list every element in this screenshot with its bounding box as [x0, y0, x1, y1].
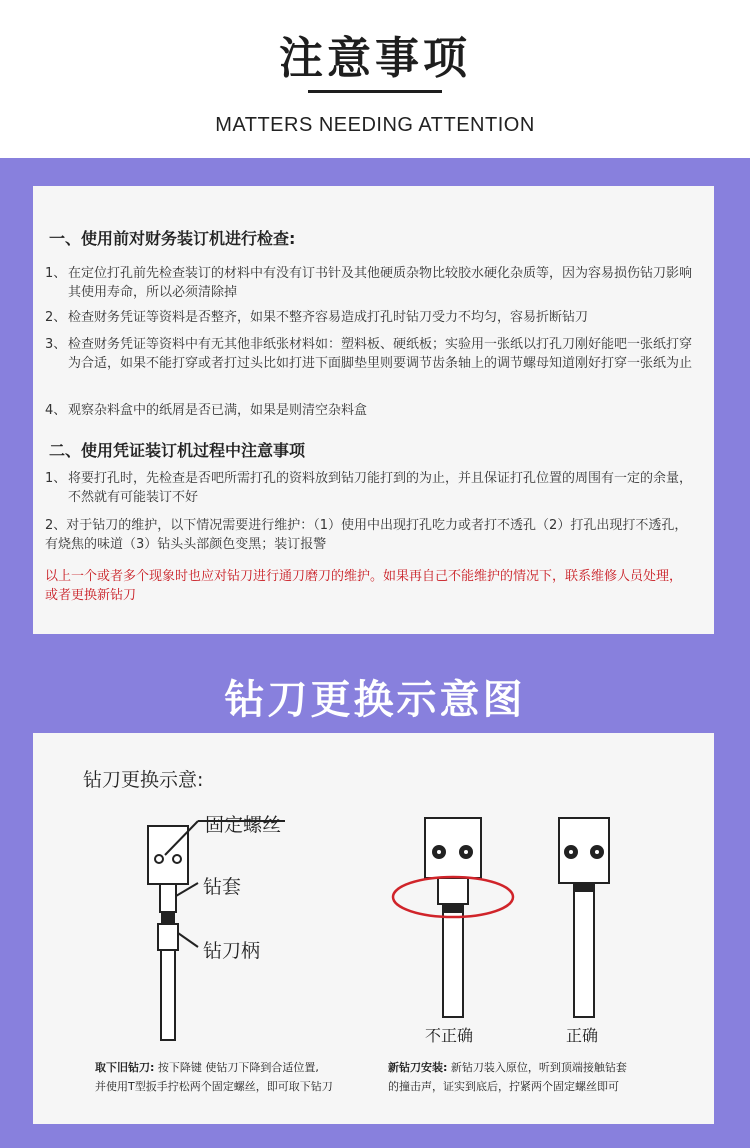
list-item	[45, 469, 693, 507]
warning-text	[45, 567, 693, 605]
note-install-drill	[388, 1058, 627, 1096]
caption-incorrect: 不正确	[425, 1026, 474, 1045]
instructions-card	[33, 186, 714, 634]
screw-right	[173, 855, 181, 863]
list-item	[45, 401, 693, 420]
incorrect-drawing	[393, 818, 513, 1017]
drill-sleeve	[160, 884, 176, 912]
note-remove-drill	[95, 1058, 333, 1096]
label-screw: 固定螺丝	[205, 814, 282, 836]
drill-collar	[162, 912, 174, 924]
drill-bit-correct	[574, 891, 594, 1017]
section-1-title: 一、使用前对财务装订机进行检查:	[49, 229, 296, 248]
drill-holder-block	[148, 826, 188, 884]
screw-left	[155, 855, 163, 863]
item-text: 2、对于钻刀的维护，以下情况需要进行维护：（1）使用中出现打孔吃力或者打不透孔（2）打孔出现打不透孔，有烧焦的味道（3）钻头头部颜色变黑；装订报警	[45, 518, 688, 552]
item-text: 在定位打孔前先检查装订的材料中有没有订书针及其他硬质杂物比较胶水硬化杂质等，因为容易损伤钻刀影响其使用寿命，所以必须清除掉	[68, 266, 693, 300]
drill-bit	[161, 950, 175, 1040]
note-install-line1: 新钻刀装入原位，听到顶端接触钻套	[447, 1061, 627, 1074]
page-subtitle: MATTERS NEEDING ATTENTION	[215, 114, 535, 136]
note-install-line2: 的撞击声，证实到底后，拧紧两个固定螺丝即可	[388, 1080, 619, 1093]
gap-collar	[438, 878, 468, 904]
leader-shank	[178, 933, 198, 947]
assembly-drawing	[148, 821, 285, 1040]
caption-correct: 正确	[566, 1026, 599, 1045]
diagram-heading: 钻刀更换示意图	[224, 677, 526, 723]
diagram-card	[33, 733, 714, 1124]
list-item	[45, 335, 693, 373]
drill-shank	[158, 924, 178, 950]
item-text: 检查财务凭证等资料是否整齐，如果不整齐容易造成打孔时钻刀受力不均匀，容易折断钻刀	[68, 310, 589, 325]
label-shank: 钻刀柄	[203, 940, 261, 962]
item-text: 观察杂料盒中的纸屑是否已满，如果是则清空杂料盒	[68, 403, 368, 418]
diagram-title: 钻刀更换示意:	[83, 769, 204, 791]
note-remove-title: 取下旧钻刀:	[95, 1061, 155, 1074]
note-install-title: 新钻刀安装:	[388, 1061, 448, 1074]
item-number: 3、	[45, 337, 67, 352]
label-sleeve: 钻套	[203, 876, 242, 898]
note-remove-line1: 按下降键 使钻刀下降到合适位置,	[154, 1061, 319, 1074]
page-header	[0, 0, 750, 158]
list-item	[45, 516, 693, 554]
title-underline	[308, 90, 442, 93]
item-number: 4、	[45, 403, 67, 418]
item-text: 检查财务凭证等资料中有无其他非纸张材料如：塑料板、硬纸板；实验用一张纸以打孔刀刚好能吧一张纸打穿为合适，如果不能打穿或者打过头比如打进下面脚垫里则要调节齿条轴上的调节螺母知道刚好打穿一张纸为止	[68, 337, 693, 371]
section-2-title: 二、使用凭证装订机过程中注意事项	[49, 441, 306, 460]
item-number: 2、	[45, 310, 67, 325]
item-number: 1、	[45, 471, 67, 486]
correct-drawing	[559, 818, 609, 1017]
list-item	[45, 308, 693, 327]
page-title: 注意事项	[279, 33, 471, 84]
list-item	[45, 264, 693, 302]
drill-bit-incorrect	[443, 912, 463, 1017]
warning-message: 以上一个或者多个现象时也应对钻刀进行通刀磨刀的维护。如果再自己不能维护的情况下，联系维修人员处理，或者更换新钻刀	[45, 569, 683, 603]
item-text: 将要打孔时，先检查是否吧所需打孔的资料放到钻刀能打到的为止，并且保证打孔位置的周围有一定的余量，不然就有可能装订不好	[68, 471, 693, 505]
item-number: 1、	[45, 266, 67, 281]
note-remove-line2: 并使用T型扳手拧松两个固定螺丝，即可取下钻刀	[95, 1080, 333, 1093]
